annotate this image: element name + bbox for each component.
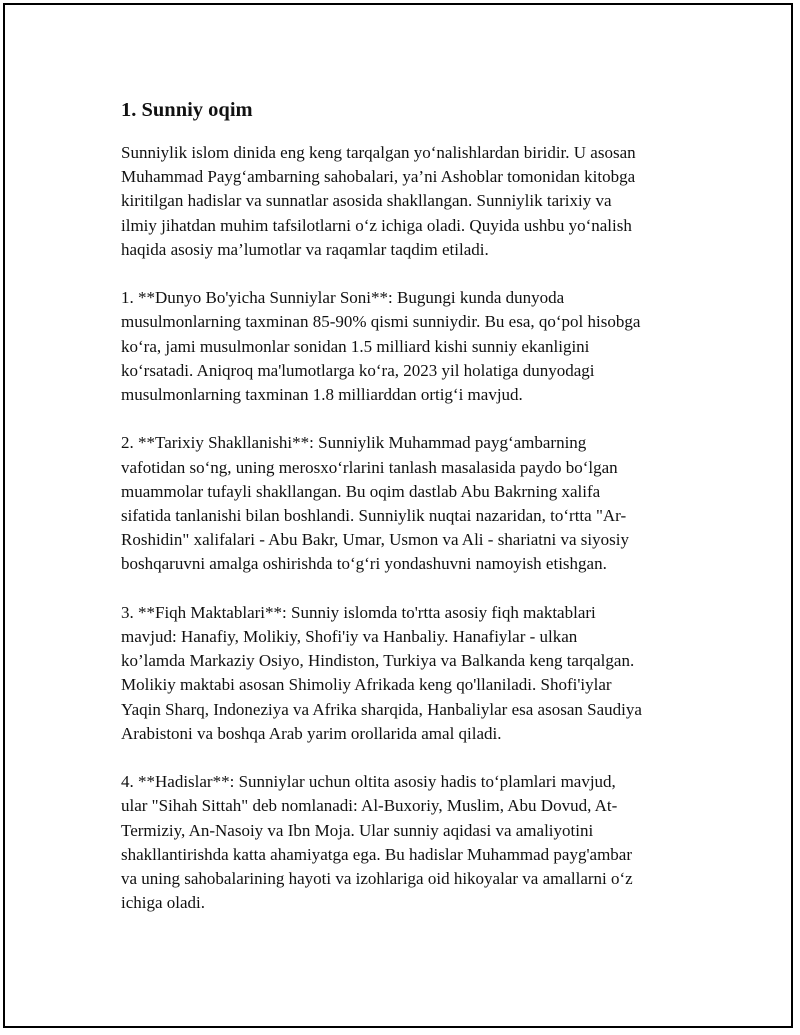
paragraph-history xyxy=(121,431,701,576)
paragraph-line: 4. **Hadislar**: Sunniylar uchun oltita asosiy hadis to‘plamlari mavjud, xyxy=(121,772,616,792)
paragraph-line: Roshidin" xalifalari - Abu Bakr, Umar, Usmon va Ali - shariatni va siyosiy xyxy=(121,530,629,550)
paragraph-line: ilmiy jihatdan muhim tafsilotlarni o‘z ichiga oladi. Quyida ushbu yo‘nalish xyxy=(121,215,632,235)
paragraph-line: Termiziy, An-Nasoiy va Ibn Moja. Ular sunniy aqidasi va amaliyotini xyxy=(121,820,594,840)
paragraph-line: boshqaruvni amalga oshirishda to‘g‘ri yondashuvni namoyish etishgan. xyxy=(121,554,607,574)
paragraph-line: mavjud: Hanafiy, Molikiy, Shofi'iy va Hanbaliy. Hanafiylar - ulkan xyxy=(121,627,578,647)
paragraph-line: Yaqin Sharq, Indoneziya va Afrika sharqida, Hanbaliylar esa asosan Saudiya xyxy=(121,699,642,719)
paragraph-line: va uning sahobalarining hayoti va izohlariga oid hikoyalar va amallarni o‘z xyxy=(121,869,633,889)
paragraph-hadith xyxy=(121,770,701,915)
paragraph-line: shakllantirishda katta ahamiyatga ega. Bu hadislar Muhammad payg'ambar xyxy=(121,844,633,864)
page-frame xyxy=(3,3,793,1028)
document-content xyxy=(121,97,701,940)
paragraph-intro xyxy=(121,141,701,262)
paragraph-line: 1. **Dunyo Bo'yicha Sunniylar Soni**: Bugungi kunda dunyoda xyxy=(121,288,565,308)
paragraph-line: Muhammad Payg‘ambarning sahobalari, ya’ni Ashoblar tomonidan kitobga xyxy=(121,167,636,187)
paragraph-fiqh xyxy=(121,601,701,746)
paragraph-line: Molikiy maktabi asosan Shimoliy Afrikada keng qo'llaniladi. Shofi'iylar xyxy=(121,675,612,695)
paragraph-line: sifatida tanlanishi bilan boshlandi. Sunniylik nuqtai nazaridan, to‘rtta "Ar- xyxy=(121,506,627,526)
paragraph-line: 3. **Fiqh Maktablari**: Sunniy islomda to'rtta asosiy fiqh maktablari xyxy=(121,602,596,622)
paragraph-line: ko’lamda Markaziy Osiyo, Hindiston, Turkiya va Balkanda keng tarqalgan. xyxy=(121,651,635,671)
paragraph-line: 2. **Tarixiy Shakllanishi**: Sunniylik Muhammad payg‘ambarning xyxy=(121,433,587,453)
paragraph-population xyxy=(121,286,701,407)
paragraph-line: Sunniylik islom dinida eng keng tarqalgan yo‘nalishlardan biridir. U asosan xyxy=(121,143,636,162)
document-title: 1. Sunniy oqim xyxy=(121,99,253,121)
paragraph-line: ko‘ra, jami musulmonlar sonidan 1.5 milliard kishi sunniy ekanligini xyxy=(121,336,590,356)
paragraph-line: musulmonlarning taxminan 85-90% qismi sunniydir. Bu esa, qo‘pol hisobga xyxy=(121,312,641,332)
paragraph-line: muammolar tufayli shakllangan. Bu oqim dastlab Abu Bakrning xalifa xyxy=(121,481,601,501)
paragraph-line: Arabistoni va boshqa Arab yarim orollarida amal qiladi. xyxy=(121,723,502,743)
paragraph-line: haqida asosiy ma’lumotlar va raqamlar taqdim etiladi. xyxy=(121,239,489,259)
paragraph-line: vafotidan so‘ng, uning merosxo‘rlarini tanlash masalasida paydo bo‘lgan xyxy=(121,457,618,477)
paragraph-line: ko‘rsatadi. Aniqroq ma'lumotlarga ko‘ra, 2023 yil holatiga dunyodagi xyxy=(121,360,595,380)
paragraph-line: kiritilgan hadislar va sunnatlar asosida shakllangan. Sunniylik tarixiy va xyxy=(121,191,612,211)
paragraph-line: musulmonlarning taxminan 1.8 milliarddan ortig‘i mavjud. xyxy=(121,385,523,405)
paragraph-line: ichiga oladi. xyxy=(121,893,206,913)
paragraph-line: ular "Sihah Sittah" deb nomlanadi: Al-Buxoriy, Muslim, Abu Dovud, At- xyxy=(121,796,618,816)
